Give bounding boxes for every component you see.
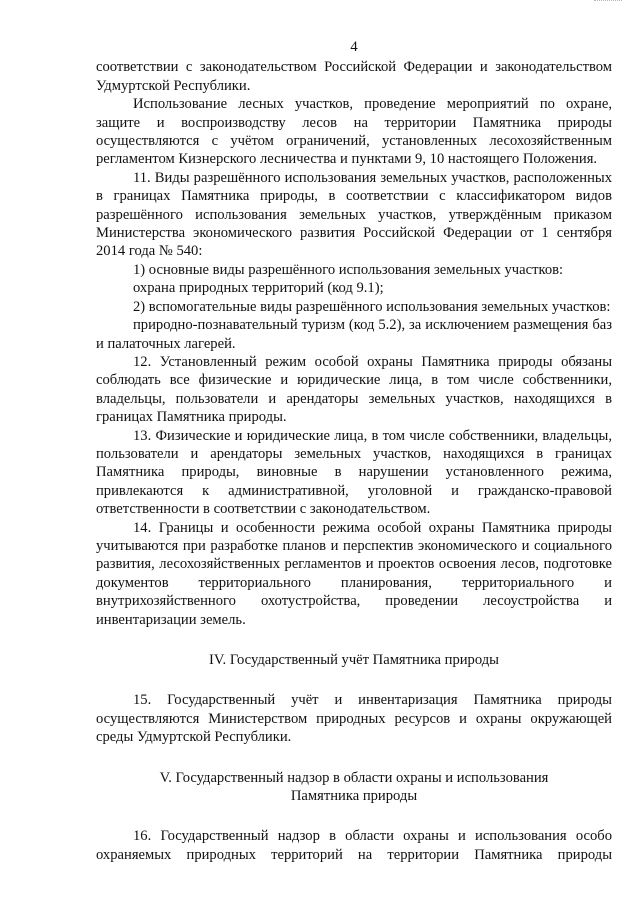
paragraph-continuation: соответствии с законодательством Российской Федерации и законодательством Удмуртской Республики. [96,59,612,94]
item-11-intro: 11. Виды разрешённого использования земельных участков, расположенных в границах Памятника природы, в соответствии с классификатором видов разрешённого использования земельных участков, утверждённым приказом Министерства экономического развития Российской Федерации от 1 сентября 2014 года № 540: [96,169,612,260]
item-12: 12. Установленный режим особой охраны Памятника природы обязаны соблюдать все физические и юридические лица, в том числе собственники, владельцы, пользователи и арендаторы земельных участков, находящихся в границах Памятника природы. [96,353,612,426]
document-page [96,38,612,864]
section-5-heading-line2: Памятника природы [290,788,418,805]
item-11-main-item: охрана природных территорий (код 9.1); [133,280,384,297]
section-4-heading: IV. Государственный учёт Памятника природы [209,652,499,668]
item-15: 15. Государственный учёт и инвентаризация Памятника природы осуществляются Министерством природных ресурсов и охраны окружающей среды Удмуртской Республики. [96,692,612,746]
item-11-aux-item: природно-познавательный туризм (код 5.2), за исключением размещения баз и палаточных лагерей. [96,317,612,352]
item-11-main-header: 1) основные виды разрешённого использования земельных участков: [133,261,564,278]
item-13: 13. Физические и юридические лица, в том числе собственники, владельцы, пользователи и арендаторы земельных участков, находящихся в границах Памятника природы, виновные в нарушении установленного режима, привлекаются к административной, уголовной и гражданско-правовой ответственности в соответствии с законодательством. [96,427,612,518]
item-11-aux-header: 2) вспомогательные виды разрешённого использования земельных участков: [133,298,611,315]
paragraph-forest-use: Использование лесных участков, проведение мероприятий по охране, защите и воспроизводству лесов на территории Памятника природы осуществляются с учётом ограничений, установленных лесохозяйственным регламентом Кизнерского лесничества и пунктами 9, 10 настоящего Положения. [96,96,612,168]
section-5-heading-line1: V. Государственный надзор в области охраны и использования [159,769,549,786]
scan-edge-mark [594,0,622,5]
page-number: 4 [350,39,358,55]
item-14: 14. Границы и особенности режима особой охраны Памятника природы учитываются при разработке планов и перспектив экономического и социального развития, лесохозяйственных регламентов и проектов освоения лесов, подготовке документов территориального планирования, территориального и внутрихозяйственного охотустройства, проведении лесоустройства и инвентаризации земель. [96,519,612,628]
item-16: 16. Государственный надзор в области охраны и использования особо охраняемых природных территорий на территории Памятника природы [96,828,612,863]
